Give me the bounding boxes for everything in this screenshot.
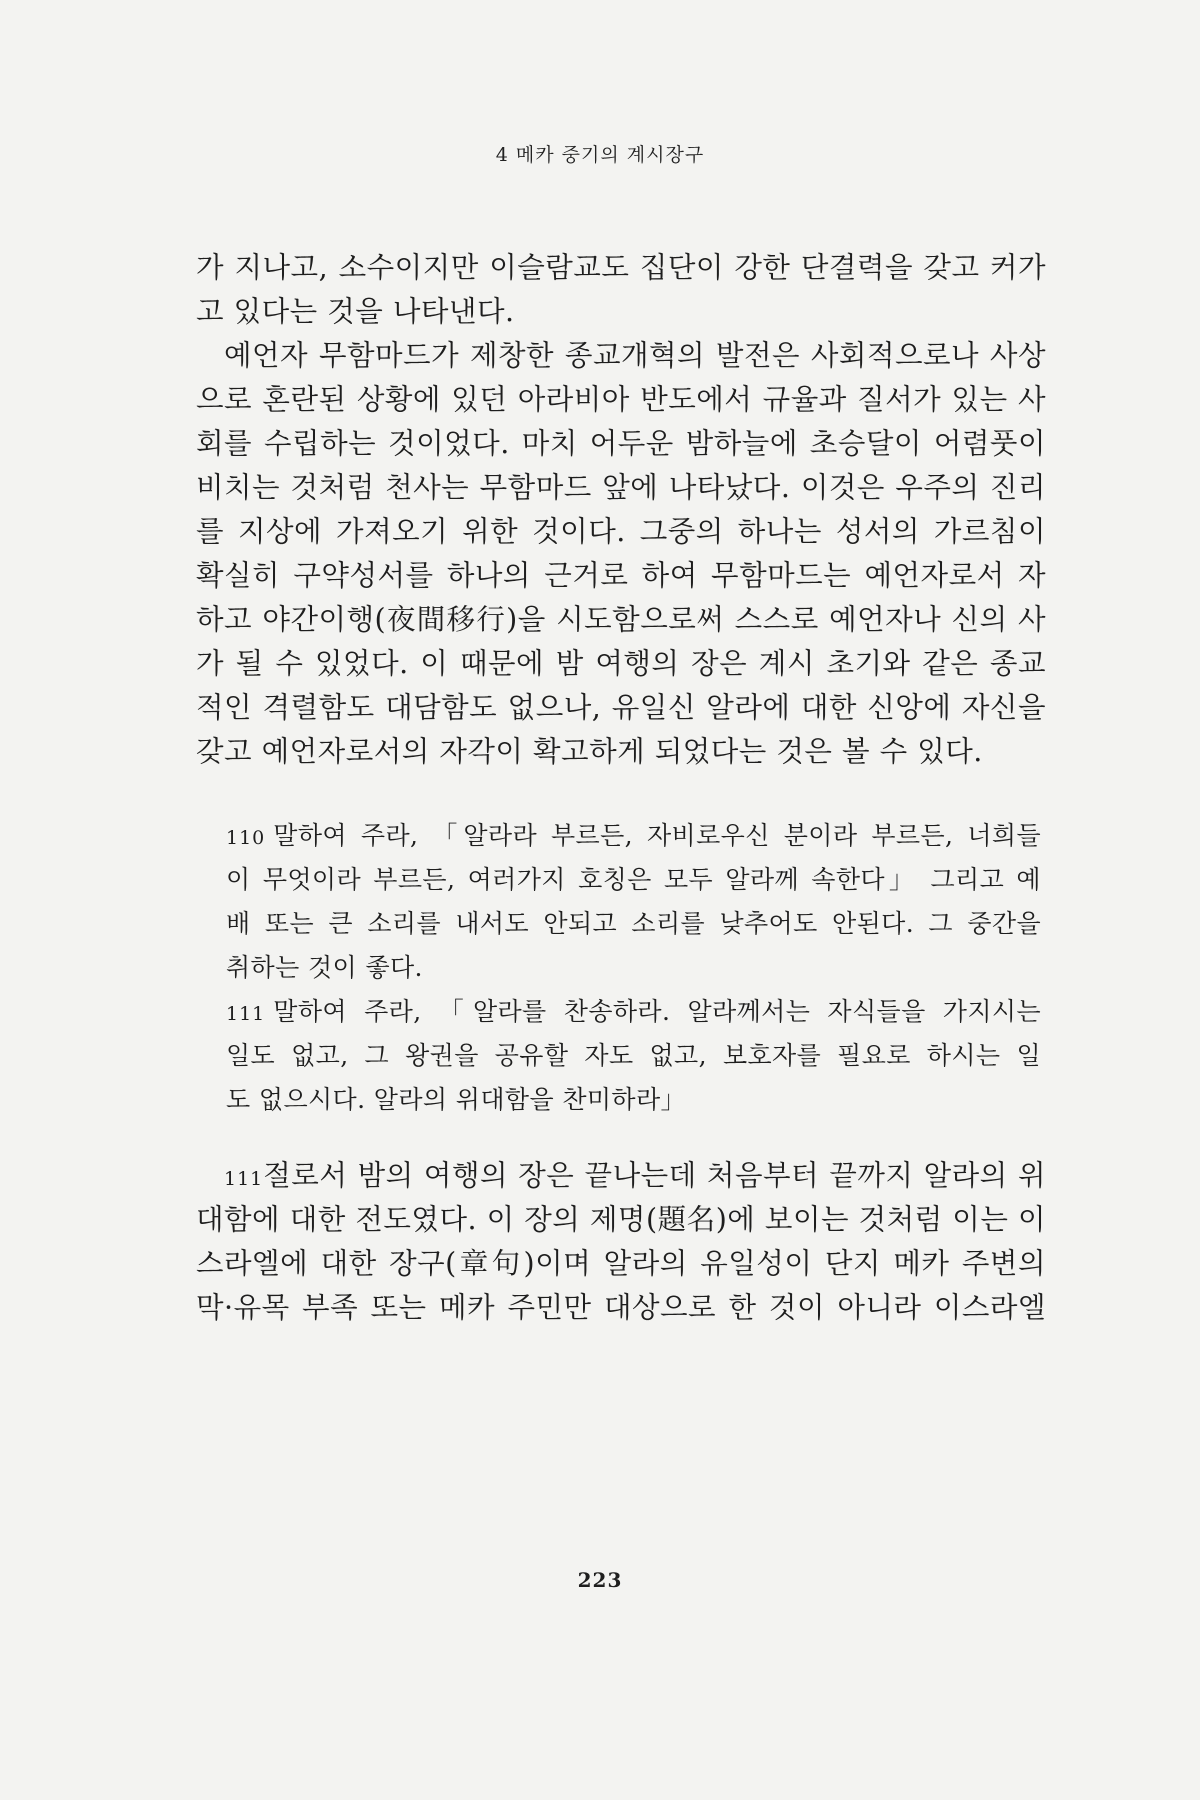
verse-110	[226, 814, 1041, 990]
text-line: 적인 격렬함도 대담함도 없으나, 유일신 알라에 대한 신앙에 자신을	[196, 691, 1046, 724]
verse-111	[226, 990, 1041, 1122]
text-line: 예언자 무함마드가 제창한 종교개혁의 발전은 사회적으로나 사상	[224, 339, 1046, 372]
text-line: 확실히 구약성서를 하나의 근거로 하여 무함마드는 예언자로서 자	[196, 559, 1046, 592]
verse-line	[226, 814, 1041, 858]
verse-text: 말하여 주라, 「알라를 찬송하라. 알라께서는 자식들을 가지시는	[273, 997, 1041, 1026]
verse-line: 일도 없고, 그 왕권을 공유할 자도 없고, 보호자를 필요로 하시는 일	[226, 1041, 1041, 1070]
running-head: 4 메카 중기의 계시장구	[495, 144, 705, 166]
text-line: 가 될 수 있었다. 이 때문에 밤 여행의 장은 계시 초기와 같은 종교	[196, 647, 1046, 680]
text-line: 고 있다는 것을 나타낸다.	[196, 295, 515, 328]
text-line: 갖고 예언자로서의 자각이 확고하게 되었다는 것은 볼 수 있다.	[196, 735, 983, 768]
paragraph-closing	[196, 1154, 1046, 1330]
text-line: 대함에 대한 전도였다. 이 장의 제명(題名)에 보이는 것처럼 이는 이	[196, 1203, 1046, 1236]
text-line: 으로 혼란된 상황에 있던 아라비아 반도에서 규율과 질서가 있는 사	[196, 383, 1046, 416]
verse-reference-number: 111	[224, 1168, 264, 1190]
paragraph-continuation	[196, 246, 1046, 334]
text-line: 하고 야간이행(夜間移行)을 시도함으로써 스스로 예언자나 신의 사	[196, 603, 1046, 636]
text-line: 스라엘에 대한 장구(章句)이며 알라의 유일성이 단지 메카 주변의	[196, 1247, 1046, 1280]
text-line: 회를 수립하는 것이었다. 마치 어두운 밤하늘에 초승달이 어렴풋이	[196, 427, 1046, 460]
verse-line: 배 또는 큰 소리를 내서도 안되고 소리를 낮추어도 안된다. 그 중간을	[226, 909, 1041, 938]
text-segment: 절로서 밤의 여행의 장은 끝나는데 처음부터 끝까지 알라의 위	[263, 1159, 1046, 1192]
verse-number: 111	[226, 1003, 266, 1025]
verse-text: 말하여 주라, 「알라라 부르든, 자비로우신 분이라 부르든, 너희들	[273, 821, 1041, 850]
page-number: 223	[577, 1568, 623, 1592]
verse-number: 110	[226, 827, 266, 849]
text-line: 막·유목 부족 또는 메카 주민만 대상으로 한 것이 아니라 이스라엘	[196, 1291, 1046, 1324]
text-line: 가 지나고, 소수이지만 이슬람교도 집단이 강한 단결력을 갖고 커가	[196, 251, 1046, 284]
verse-line: 이 무엇이라 부르든, 여러가지 호칭은 모두 알라께 속한다」 그리고 예	[226, 865, 1041, 894]
text-line: 비치는 것처럼 천사는 무함마드 앞에 나타났다. 이것은 우주의 진리	[196, 471, 1046, 504]
text-line: 를 지상에 가져오기 위한 것이다. 그중의 하나는 성서의 가르침이	[196, 515, 1046, 548]
paragraph-prophet	[196, 334, 1046, 774]
verse-line: 취하는 것이 좋다.	[226, 953, 423, 982]
text-line	[196, 1154, 1046, 1198]
verse-line	[226, 990, 1041, 1034]
verse-line: 도 없으시다. 알라의 위대함을 찬미하라」	[226, 1085, 686, 1114]
